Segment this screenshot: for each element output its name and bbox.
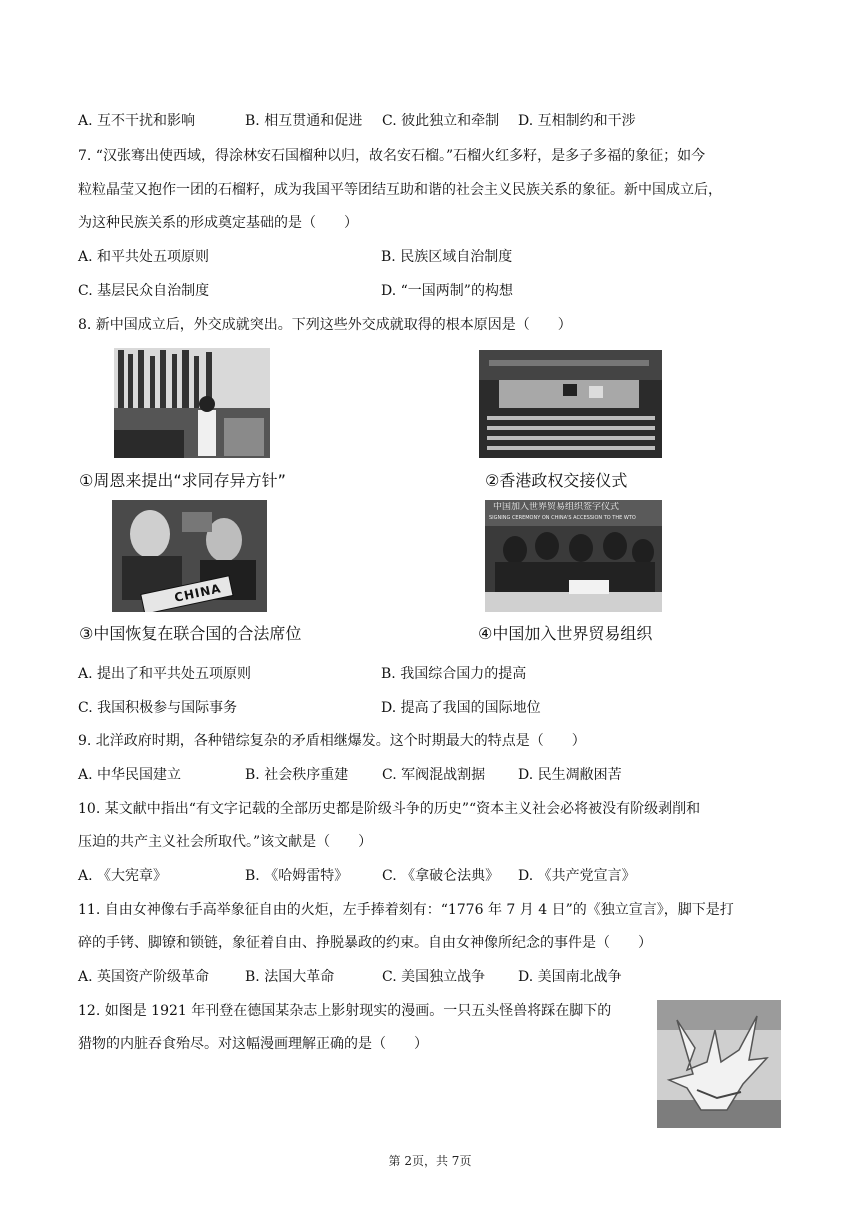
q8-options-row-1 <box>78 664 778 684</box>
q10-option-c: C. 《拿破仑法典》 <box>382 868 500 884</box>
q9-option-a: A. 中华民国建立 <box>78 767 182 783</box>
page-footer: 第 2页，共 7页 <box>388 1154 472 1168</box>
wto-photo <box>485 500 662 612</box>
q8-options-row-2 <box>78 698 778 718</box>
q9-stem: 9. 北洋政府时期，各种错综复杂的矛盾相继爆发。这个时期最大的特点是（ ） <box>78 733 586 749</box>
q7-option-d: D. “一国两制”的构想 <box>381 283 513 299</box>
q6-option-a: A. 互不干扰和影响 <box>78 113 196 129</box>
q6-option-b: B. 相互贯通和促进 <box>245 113 363 129</box>
q11-stem-line-2: 碎的手铐、脚镣和锁链，象征着自由、挣脱暴政的约束。自由女神像所纪念的事件是（ ） <box>78 935 652 951</box>
q8-option-b: B. 我国综合国力的提高 <box>381 666 527 682</box>
q11-option-d: D. 美国南北战争 <box>518 969 622 985</box>
q7-option-a: A. 和平共处五项原则 <box>78 249 210 265</box>
q10-options <box>78 866 778 886</box>
q8-caption-1: ①周恩来提出“求同存异方针” <box>79 471 286 490</box>
q11-option-a: A. 英国资产阶级革命 <box>78 969 210 985</box>
q12-stem-line-2: 猎物的内脏吞食殆尽。对这幅漫画理解正确的是（ ） <box>78 1036 428 1052</box>
wto-banner-cn: 中国加入世界贸易组织签字仪式 <box>493 502 620 512</box>
q8-option-c: C. 我国积极参与国际事务 <box>78 700 238 716</box>
monster-cartoon-image <box>657 1000 781 1128</box>
five-headed-monster-cartoon <box>657 1000 781 1128</box>
q12-stem-line-1: 12. 如图是 1921 年刊登在德国某杂志上影射现实的漫画。一只五头怪兽将踩在脚下的 <box>78 1003 612 1019</box>
hong-kong-handover-image <box>479 350 662 458</box>
q6-options <box>78 111 778 131</box>
q6-option-d: D. 互相制约和干涉 <box>518 113 636 129</box>
q9-option-c: C. 军阀混战割据 <box>382 767 486 783</box>
q11-options <box>78 967 778 987</box>
q8-option-d: D. 提高了我国的国际地位 <box>381 700 541 716</box>
q8-option-a: A. 提出了和平共处五项原则 <box>78 666 252 682</box>
q6-option-c: C. 彼此独立和牵制 <box>382 113 500 129</box>
q7-stem-line-2: 粒粒晶莹又抱作一团的石榴籽，成为我国平等团结互助和谐的社会主义民族关系的象征。新中国成立后， <box>78 182 722 198</box>
q10-stem-line-1: 10. 某文献中指出“有文字记载的全部历史都是阶级斗争的历史”“资本主义社会必将被没有阶级剥削和 <box>78 801 701 817</box>
q10-option-d: D. 《共产党宣言》 <box>518 868 636 884</box>
zhou-enlai-photo <box>114 348 270 458</box>
hong-kong-handover-photo <box>479 350 662 458</box>
q8-stem: 8. 新中国成立后，外交成就突出。下列这些外交成就取得的根本原因是（ ） <box>78 317 572 333</box>
q10-option-a: A. 《大宪章》 <box>78 868 168 884</box>
q9-options <box>78 765 778 785</box>
q8-caption-3: ③中国恢复在联合国的合法席位 <box>79 624 302 643</box>
q10-option-b: B. 《哈姆雷特》 <box>245 868 349 884</box>
q7-options-row-2 <box>78 281 778 301</box>
un-seat-photo <box>112 500 267 612</box>
q7-option-b: B. 民族区域自治制度 <box>381 249 513 265</box>
q7-stem-line-3: 为这种民族关系的形成奠定基础的是（ ） <box>78 215 358 231</box>
zhou-enlai-photo-image <box>114 348 270 458</box>
q11-option-c: C. 美国独立战争 <box>382 969 486 985</box>
q11-stem-line-1: 11. 自由女神像右手高举象征自由的火炬，左手捧着刻有：“1776 年 7 月 4 日”的《独立宣言》，脚下是打 <box>78 902 734 918</box>
china-nameplate-text: CHINA <box>173 581 223 605</box>
q10-stem-line-2: 压迫的共产主义社会所取代。”该文献是（ ） <box>78 834 373 850</box>
q7-stem-line-1: 7. “汉张骞出使西域，得涂林安石国榴种以归，故名安石榴。”石榴火红多籽，是多子多福的象征；如今 <box>78 148 706 164</box>
wto-banner-en: SIGNING CEREMONY ON CHINA'S ACCESSION TO THE WTO <box>489 515 636 521</box>
q7-options-row-1 <box>78 247 778 267</box>
q8-caption-4: ④中国加入世界贸易组织 <box>478 624 653 643</box>
q7-option-c: C. 基层民众自治制度 <box>78 283 210 299</box>
q11-option-b: B. 法国大革命 <box>245 969 335 985</box>
q8-caption-2: ②香港政权交接仪式 <box>485 471 628 490</box>
q9-option-b: B. 社会秩序重建 <box>245 767 349 783</box>
q9-option-d: D. 民生凋敝困苦 <box>518 767 622 783</box>
